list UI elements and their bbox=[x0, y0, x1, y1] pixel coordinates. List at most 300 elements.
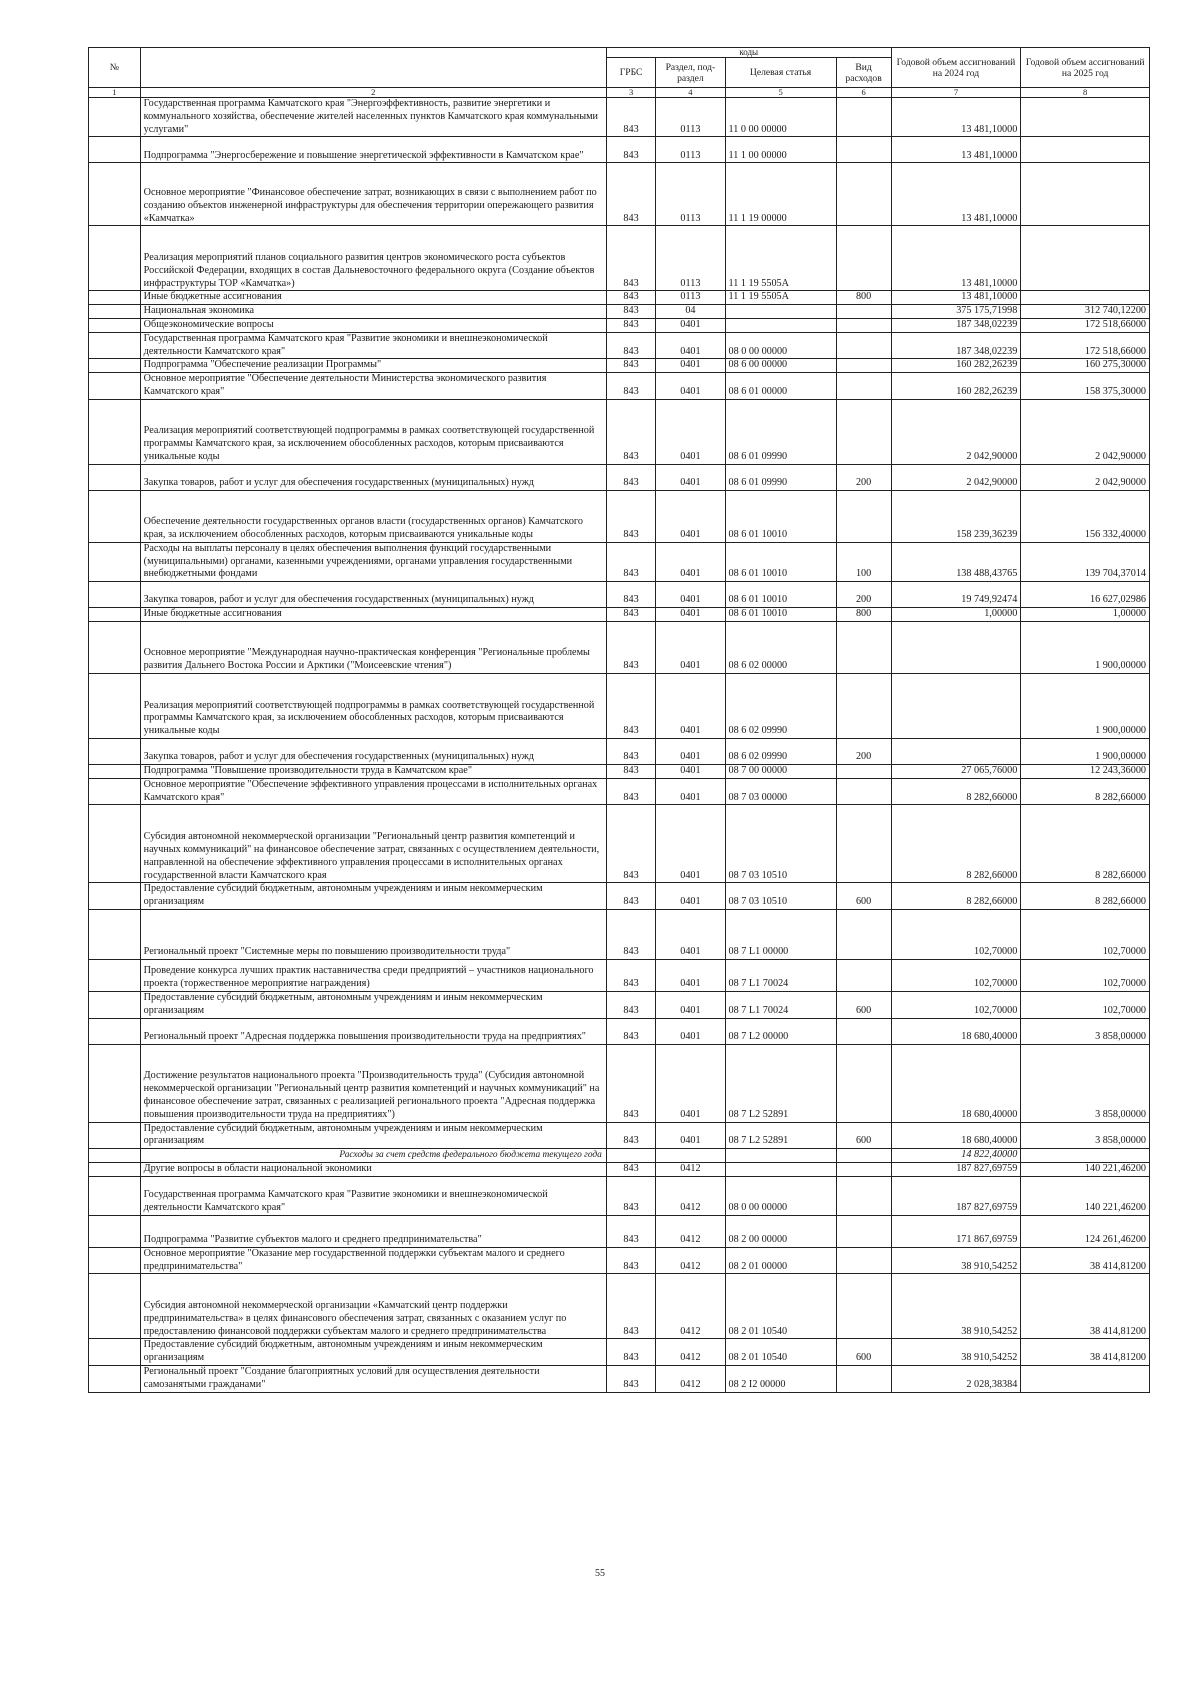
grbs-cell: 843 bbox=[606, 991, 655, 1018]
razdel-cell: 0401 bbox=[656, 778, 725, 805]
table-header bbox=[89, 48, 1150, 98]
sum-2025-cell: 8 282,66000 bbox=[1021, 778, 1150, 805]
expense-name-cell: Основное мероприятие "Оказание мер государственной поддержки субъектам малого и среднего предпринимательства" bbox=[140, 1247, 606, 1274]
expense-type-cell: 800 bbox=[836, 608, 891, 622]
row-number-cell bbox=[89, 1018, 141, 1044]
sum-2024-cell: 18 680,40000 bbox=[891, 1018, 1021, 1044]
table-row bbox=[89, 1215, 1150, 1247]
table-row bbox=[89, 1149, 1150, 1163]
razdel-cell: 0412 bbox=[656, 1365, 725, 1392]
table-row bbox=[89, 738, 1150, 764]
target-article-cell: 08 0 00 00000 bbox=[725, 332, 836, 359]
expense-name-cell: Региональный проект "Адресная поддержка повышения производительности труда на предприятиях" bbox=[140, 1018, 606, 1044]
expense-name-cell: Основное мероприятие "Обеспечение деятельности Министерства экономического развития Камчатского края" bbox=[140, 373, 606, 400]
table-row bbox=[89, 1044, 1150, 1122]
table-row bbox=[89, 621, 1150, 673]
expense-type-cell bbox=[836, 1274, 891, 1339]
sum-2025-cell: 172 518,66000 bbox=[1021, 318, 1150, 332]
expense-type-cell bbox=[836, 673, 891, 738]
column-numbers-row bbox=[89, 88, 1150, 98]
sum-2025-cell: 16 627,02986 bbox=[1021, 582, 1150, 608]
target-article-cell: 08 0 00 00000 bbox=[725, 1176, 836, 1215]
target-article-cell: 11 0 00 00000 bbox=[725, 98, 836, 137]
row-number-cell bbox=[89, 883, 141, 910]
razdel-cell bbox=[656, 1149, 725, 1163]
expense-type-cell bbox=[836, 1044, 891, 1122]
sum-2024-cell: 13 481,10000 bbox=[891, 291, 1021, 305]
expense-name-cell: Реализация мероприятий планов социального развития центров экономического роста субъектов Российской Федерации, входящих в состав Дальневосточного федерального округа (Создание объектов инфраструктуры ТОР «Камчатка») bbox=[140, 226, 606, 291]
target-article-cell: 11 1 19 5505А bbox=[725, 291, 836, 305]
expense-type-cell bbox=[836, 959, 891, 991]
row-number-cell bbox=[89, 582, 141, 608]
razdel-cell: 0401 bbox=[656, 542, 725, 581]
expense-type-cell bbox=[836, 490, 891, 542]
expense-name-cell: Предоставление субсидий бюджетным, автономным учреждениям и иным некоммерческим организациям bbox=[140, 1339, 606, 1366]
expense-type-cell bbox=[836, 909, 891, 959]
razdel-cell: 04 bbox=[656, 305, 725, 319]
sum-2025-cell: 38 414,81200 bbox=[1021, 1339, 1150, 1366]
expense-name-cell: Закупка товаров, работ и услуг для обеспечения государственных (муниципальных) нужд bbox=[140, 582, 606, 608]
target-article-cell: 08 7 03 00000 bbox=[725, 778, 836, 805]
table-row bbox=[89, 991, 1150, 1018]
razdel-cell: 0113 bbox=[656, 163, 725, 226]
column-number: 3 bbox=[606, 88, 655, 98]
sum-2024-cell: 102,70000 bbox=[891, 991, 1021, 1018]
sum-2024-cell: 375 175,71998 bbox=[891, 305, 1021, 319]
sum-2024-cell: 8 282,66000 bbox=[891, 778, 1021, 805]
expense-type-cell bbox=[836, 1162, 891, 1176]
target-article-cell: 08 7 00 00000 bbox=[725, 764, 836, 778]
sum-2025-cell: 12 243,36000 bbox=[1021, 764, 1150, 778]
sum-2024-cell: 1,00000 bbox=[891, 608, 1021, 622]
expense-name-cell: Закупка товаров, работ и услуг для обеспечения государственных (муниципальных) нужд bbox=[140, 464, 606, 490]
expense-name-cell: Государственная программа Камчатского края "Развитие экономики и внешнеэкономической деятельности Камчатского края" bbox=[140, 332, 606, 359]
grbs-cell: 843 bbox=[606, 673, 655, 738]
expense-name-cell: Основное мероприятие "Обеспечение эффективного управления процессами в исполнительных органах Камчатского края" bbox=[140, 778, 606, 805]
razdel-cell: 0412 bbox=[656, 1162, 725, 1176]
grbs-cell: 843 bbox=[606, 1339, 655, 1366]
sum-2024-cell: 13 481,10000 bbox=[891, 163, 1021, 226]
expense-name-cell: Обеспечение деятельности государственных органов власти (государственных органов) Камчатского края, за исключением обособленных расходов, которым присваиваются уникальные коды bbox=[140, 490, 606, 542]
razdel-cell: 0401 bbox=[656, 673, 725, 738]
sum-2025-cell: 8 282,66000 bbox=[1021, 805, 1150, 883]
sum-2024-cell: 18 680,40000 bbox=[891, 1122, 1021, 1149]
target-article-cell: 08 7 L2 00000 bbox=[725, 1018, 836, 1044]
grbs-cell: 843 bbox=[606, 1162, 655, 1176]
target-article-cell: 08 7 03 10510 bbox=[725, 805, 836, 883]
row-number-cell bbox=[89, 542, 141, 581]
sum-2024-cell: 102,70000 bbox=[891, 959, 1021, 991]
grbs-cell: 843 bbox=[606, 621, 655, 673]
razdel-cell: 0401 bbox=[656, 359, 725, 373]
budget-table bbox=[88, 47, 1150, 1393]
sum-2025-cell bbox=[1021, 1365, 1150, 1392]
expense-name-cell: Государственная программа Камчатского края "Развитие экономики и внешнеэкономической деятельности Камчатского края" bbox=[140, 1176, 606, 1215]
table-row bbox=[89, 163, 1150, 226]
grbs-cell: 843 bbox=[606, 1176, 655, 1215]
expense-name-cell: Региональный проект "Создание благоприятных условий для осуществления деятельности самозанятыми гражданами" bbox=[140, 1365, 606, 1392]
sum-2024-cell: 13 481,10000 bbox=[891, 226, 1021, 291]
expense-name-cell: Субсидия автономной некоммерческой организации "Региональный центр развития компетенций и научных коммуникаций" на финансовое обеспечение затрат, связанных с осуществлением деятельности, направленной на обеспечение эффективного управления процессами в исполнительных органах государственной власти Камчатского края bbox=[140, 805, 606, 883]
grbs-cell: 843 bbox=[606, 542, 655, 581]
sum-2025-cell: 172 518,66000 bbox=[1021, 332, 1150, 359]
razdel-cell: 0401 bbox=[656, 464, 725, 490]
target-article-cell: 08 7 L2 52891 bbox=[725, 1044, 836, 1122]
expense-type-cell bbox=[836, 764, 891, 778]
razdel-cell: 0401 bbox=[656, 490, 725, 542]
sum-2025-cell: 2 042,90000 bbox=[1021, 464, 1150, 490]
header-sum-2024: Годовой объем ассигнований на 2024 год bbox=[891, 48, 1021, 88]
sum-2024-cell: 13 481,10000 bbox=[891, 137, 1021, 163]
table-body bbox=[89, 98, 1150, 1393]
sum-2025-cell: 1 900,00000 bbox=[1021, 621, 1150, 673]
target-article-cell: 11 1 19 5505А bbox=[725, 226, 836, 291]
target-article-cell bbox=[725, 305, 836, 319]
expense-name-cell: Расходы на выплаты персоналу в целях обеспечения выполнения функций государственными (муниципальными) органами, казенными учреждениями, органами управления государственными внебюджетными фондами bbox=[140, 542, 606, 581]
table-row bbox=[89, 778, 1150, 805]
row-number-cell bbox=[89, 673, 141, 738]
expense-name-cell: Закупка товаров, работ и услуг для обеспечения государственных (муниципальных) нужд bbox=[140, 738, 606, 764]
sum-2025-cell bbox=[1021, 1149, 1150, 1163]
row-number-cell bbox=[89, 1044, 141, 1122]
table-row bbox=[89, 582, 1150, 608]
expense-type-cell bbox=[836, 226, 891, 291]
row-number-cell bbox=[89, 1122, 141, 1149]
header-name bbox=[140, 48, 606, 88]
razdel-cell: 0401 bbox=[656, 883, 725, 910]
razdel-cell: 0401 bbox=[656, 1044, 725, 1122]
row-number-cell bbox=[89, 291, 141, 305]
razdel-cell: 0113 bbox=[656, 98, 725, 137]
table-row bbox=[89, 1176, 1150, 1215]
expense-type-cell: 600 bbox=[836, 1122, 891, 1149]
column-number: 6 bbox=[836, 88, 891, 98]
sum-2025-cell: 38 414,81200 bbox=[1021, 1274, 1150, 1339]
row-number-cell bbox=[89, 226, 141, 291]
expense-name-cell: Предоставление субсидий бюджетным, автономным учреждениям и иным некоммерческим организациям bbox=[140, 991, 606, 1018]
grbs-cell: 843 bbox=[606, 291, 655, 305]
grbs-cell: 843 bbox=[606, 373, 655, 400]
table-row bbox=[89, 226, 1150, 291]
target-article-cell: 11 1 19 00000 bbox=[725, 163, 836, 226]
sum-2024-cell: 13 481,10000 bbox=[891, 98, 1021, 137]
expense-type-cell bbox=[836, 1018, 891, 1044]
sum-2025-cell: 158 375,30000 bbox=[1021, 373, 1150, 400]
razdel-cell: 0401 bbox=[656, 764, 725, 778]
header-target-article: Целевая статья bbox=[725, 58, 836, 88]
target-article-cell: 08 2 01 00000 bbox=[725, 1247, 836, 1274]
razdel-cell: 0401 bbox=[656, 1018, 725, 1044]
razdel-cell: 0401 bbox=[656, 991, 725, 1018]
row-number-cell bbox=[89, 1162, 141, 1176]
target-article-cell: 08 6 01 09990 bbox=[725, 399, 836, 464]
sum-2024-cell: 2 042,90000 bbox=[891, 399, 1021, 464]
expense-name-cell: Субсидия автономной некоммерческой организации «Камчатский центр поддержки предпринимательства» в целях финансового обеспечения затрат, связанных с оказанием услуг по предоставлению финансовой поддержки субъектам малого и среднего предпринимательства bbox=[140, 1274, 606, 1339]
razdel-cell: 0401 bbox=[656, 805, 725, 883]
row-number-cell bbox=[89, 621, 141, 673]
expense-type-cell bbox=[836, 137, 891, 163]
row-number-cell bbox=[89, 137, 141, 163]
razdel-cell: 0113 bbox=[656, 226, 725, 291]
table-row bbox=[89, 673, 1150, 738]
razdel-cell: 0401 bbox=[656, 621, 725, 673]
sum-2024-cell: 2 028,38384 bbox=[891, 1365, 1021, 1392]
sum-2025-cell: 102,70000 bbox=[1021, 959, 1150, 991]
target-article-cell: 08 6 01 10010 bbox=[725, 490, 836, 542]
sum-2025-cell: 102,70000 bbox=[1021, 991, 1150, 1018]
expense-type-cell: 200 bbox=[836, 582, 891, 608]
expense-name-cell: Иные бюджетные ассигнования bbox=[140, 291, 606, 305]
target-article-cell bbox=[725, 1162, 836, 1176]
column-number: 5 bbox=[725, 88, 836, 98]
row-number-cell bbox=[89, 1176, 141, 1215]
target-article-cell: 08 2 I2 00000 bbox=[725, 1365, 836, 1392]
table-row bbox=[89, 332, 1150, 359]
grbs-cell: 843 bbox=[606, 163, 655, 226]
budget-document bbox=[88, 47, 1150, 1393]
expense-name-cell: Основное мероприятие "Финансовое обеспечение затрат, возникающих в связи с выполнением работ по созданию объектов инженерной инфраструктуры для обеспечения территории опережающего развития «Камчатка» bbox=[140, 163, 606, 226]
target-article-cell: 08 6 01 09990 bbox=[725, 464, 836, 490]
grbs-cell: 843 bbox=[606, 1215, 655, 1247]
table-row bbox=[89, 608, 1150, 622]
target-article-cell: 08 6 02 09990 bbox=[725, 738, 836, 764]
table-row bbox=[89, 305, 1150, 319]
row-number-cell bbox=[89, 909, 141, 959]
razdel-cell: 0401 bbox=[656, 399, 725, 464]
table-row bbox=[89, 1018, 1150, 1044]
expense-type-cell: 100 bbox=[836, 542, 891, 581]
sum-2025-cell: 38 414,81200 bbox=[1021, 1247, 1150, 1274]
target-article-cell: 08 7 03 10510 bbox=[725, 883, 836, 910]
razdel-cell: 0412 bbox=[656, 1247, 725, 1274]
row-number-cell bbox=[89, 959, 141, 991]
table-row bbox=[89, 399, 1150, 464]
table-row bbox=[89, 1339, 1150, 1366]
sum-2025-cell: 1,00000 bbox=[1021, 608, 1150, 622]
sum-2024-cell: 187 827,69759 bbox=[891, 1162, 1021, 1176]
row-number-cell bbox=[89, 373, 141, 400]
target-article-cell: 08 2 01 10540 bbox=[725, 1274, 836, 1339]
expense-name-cell: Предоставление субсидий бюджетным, автономным учреждениям и иным некоммерческим организациям bbox=[140, 1122, 606, 1149]
sum-2025-cell: 2 042,90000 bbox=[1021, 399, 1150, 464]
razdel-cell: 0113 bbox=[656, 137, 725, 163]
target-article-cell: 11 1 00 00000 bbox=[725, 137, 836, 163]
sum-2025-cell bbox=[1021, 226, 1150, 291]
expense-type-cell bbox=[836, 621, 891, 673]
target-article-cell: 08 7 L2 52891 bbox=[725, 1122, 836, 1149]
sum-2025-cell: 1 900,00000 bbox=[1021, 673, 1150, 738]
header-razdel: Раздел, под-раздел bbox=[656, 58, 725, 88]
grbs-cell: 843 bbox=[606, 1018, 655, 1044]
sum-2024-cell: 187 348,02239 bbox=[891, 332, 1021, 359]
target-article-cell bbox=[725, 1149, 836, 1163]
row-number-cell bbox=[89, 1365, 141, 1392]
sum-2025-cell: 102,70000 bbox=[1021, 909, 1150, 959]
header-num: № bbox=[89, 48, 141, 88]
razdel-cell: 0401 bbox=[656, 1122, 725, 1149]
sum-2025-cell: 160 275,30000 bbox=[1021, 359, 1150, 373]
grbs-cell: 843 bbox=[606, 608, 655, 622]
expense-name-cell: Основное мероприятие "Международная научно-практическая конференция "Региональные проблемы развития Дальнего Востока России и Арктики ("Моисеевские чтения") bbox=[140, 621, 606, 673]
table-row bbox=[89, 464, 1150, 490]
grbs-cell: 843 bbox=[606, 883, 655, 910]
grbs-cell: 843 bbox=[606, 226, 655, 291]
razdel-cell: 0401 bbox=[656, 582, 725, 608]
target-article-cell bbox=[725, 318, 836, 332]
sum-2025-cell bbox=[1021, 137, 1150, 163]
sum-2025-cell: 3 858,00000 bbox=[1021, 1044, 1150, 1122]
sum-2025-cell: 140 221,46200 bbox=[1021, 1176, 1150, 1215]
expense-name-cell: Проведение конкурса лучших практик наставничества среди предприятий – участников национального проекта (торжественное мероприятие награждения) bbox=[140, 959, 606, 991]
row-number-cell bbox=[89, 764, 141, 778]
row-number-cell bbox=[89, 608, 141, 622]
grbs-cell: 843 bbox=[606, 1274, 655, 1339]
target-article-cell: 08 6 01 10010 bbox=[725, 608, 836, 622]
expense-type-cell bbox=[836, 1247, 891, 1274]
grbs-cell: 843 bbox=[606, 98, 655, 137]
razdel-cell: 0412 bbox=[656, 1339, 725, 1366]
column-number: 7 bbox=[891, 88, 1021, 98]
expense-type-cell bbox=[836, 98, 891, 137]
expense-type-cell: 200 bbox=[836, 464, 891, 490]
grbs-cell: 843 bbox=[606, 738, 655, 764]
target-article-cell: 08 6 02 00000 bbox=[725, 621, 836, 673]
header-codes: коды bbox=[606, 48, 891, 58]
table-row bbox=[89, 1247, 1150, 1274]
expense-type-cell bbox=[836, 1365, 891, 1392]
expense-type-cell bbox=[836, 305, 891, 319]
table-row bbox=[89, 1162, 1150, 1176]
table-row bbox=[89, 542, 1150, 581]
target-article-cell: 08 6 01 00000 bbox=[725, 373, 836, 400]
sum-2024-cell: 102,70000 bbox=[891, 909, 1021, 959]
sum-2024-cell: 160 282,26239 bbox=[891, 373, 1021, 400]
table-row bbox=[89, 359, 1150, 373]
row-number-cell bbox=[89, 464, 141, 490]
target-article-cell: 08 2 00 00000 bbox=[725, 1215, 836, 1247]
sum-2025-cell: 8 282,66000 bbox=[1021, 883, 1150, 910]
sum-2025-cell: 3 858,00000 bbox=[1021, 1122, 1150, 1149]
table-row bbox=[89, 805, 1150, 883]
expense-name-cell: Подпрограмма "Повышение производительности труда в Камчатском крае" bbox=[140, 764, 606, 778]
razdel-cell: 0401 bbox=[656, 318, 725, 332]
grbs-cell: 843 bbox=[606, 1044, 655, 1122]
row-number-cell bbox=[89, 1215, 141, 1247]
sum-2025-cell bbox=[1021, 163, 1150, 226]
table-row bbox=[89, 318, 1150, 332]
sum-2025-cell: 139 704,37014 bbox=[1021, 542, 1150, 581]
expense-name-cell: Иные бюджетные ассигнования bbox=[140, 608, 606, 622]
sum-2025-cell: 312 740,12200 bbox=[1021, 305, 1150, 319]
razdel-cell: 0401 bbox=[656, 373, 725, 400]
expense-name-cell: Региональный проект "Системные меры по повышению производительности труда" bbox=[140, 909, 606, 959]
grbs-cell: 843 bbox=[606, 959, 655, 991]
expense-type-cell: 600 bbox=[836, 991, 891, 1018]
table-row bbox=[89, 98, 1150, 137]
expense-name-cell: Расходы за счет средств федерального бюджета текущего года bbox=[140, 1149, 606, 1163]
sum-2024-cell: 38 910,54252 bbox=[891, 1247, 1021, 1274]
grbs-cell: 843 bbox=[606, 582, 655, 608]
table-row bbox=[89, 909, 1150, 959]
expense-type-cell bbox=[836, 359, 891, 373]
expense-type-cell bbox=[836, 332, 891, 359]
grbs-cell: 843 bbox=[606, 137, 655, 163]
expense-name-cell: Реализация мероприятий соответствующей подпрограммы в рамках соответствующей государственной программы Камчатского края, за исключением обособленных расходов, которым присваиваются уникальные коды bbox=[140, 399, 606, 464]
row-number-cell bbox=[89, 1247, 141, 1274]
column-number: 1 bbox=[89, 88, 141, 98]
razdel-cell: 0401 bbox=[656, 959, 725, 991]
sum-2024-cell: 160 282,26239 bbox=[891, 359, 1021, 373]
sum-2024-cell: 171 867,69759 bbox=[891, 1215, 1021, 1247]
row-number-cell bbox=[89, 1339, 141, 1366]
grbs-cell: 843 bbox=[606, 1365, 655, 1392]
grbs-cell: 843 bbox=[606, 1122, 655, 1149]
sum-2024-cell: 2 042,90000 bbox=[891, 464, 1021, 490]
sum-2024-cell: 18 680,40000 bbox=[891, 1044, 1021, 1122]
expense-type-cell bbox=[836, 1176, 891, 1215]
grbs-cell: 843 bbox=[606, 332, 655, 359]
target-article-cell: 08 7 L1 00000 bbox=[725, 909, 836, 959]
sum-2024-cell bbox=[891, 673, 1021, 738]
grbs-cell: 843 bbox=[606, 909, 655, 959]
row-number-cell bbox=[89, 359, 141, 373]
table-row bbox=[89, 764, 1150, 778]
sum-2024-cell: 8 282,66000 bbox=[891, 805, 1021, 883]
table-row bbox=[89, 1365, 1150, 1392]
row-number-cell bbox=[89, 332, 141, 359]
sum-2024-cell: 27 065,76000 bbox=[891, 764, 1021, 778]
grbs-cell bbox=[606, 1149, 655, 1163]
expense-type-cell bbox=[836, 318, 891, 332]
expense-type-cell bbox=[836, 1215, 891, 1247]
target-article-cell: 08 6 00 00000 bbox=[725, 359, 836, 373]
expense-name-cell: Подпрограмма "Обеспечение реализации Программы" bbox=[140, 359, 606, 373]
expense-name-cell: Подпрограмма "Энергосбережение и повышение энергетической эффективности в Камчатском крае" bbox=[140, 137, 606, 163]
row-number-cell bbox=[89, 163, 141, 226]
row-number-cell bbox=[89, 318, 141, 332]
table-row bbox=[89, 490, 1150, 542]
sum-2025-cell: 140 221,46200 bbox=[1021, 1162, 1150, 1176]
expense-type-cell bbox=[836, 805, 891, 883]
expense-name-cell: Общеэкономические вопросы bbox=[140, 318, 606, 332]
target-article-cell: 08 7 L1 70024 bbox=[725, 991, 836, 1018]
expense-name-cell: Реализация мероприятий соответствующей подпрограммы в рамках соответствующей государственной программы Камчатского края, за исключением обособленных расходов, которым присваиваются уникальные коды bbox=[140, 673, 606, 738]
sum-2024-cell: 8 282,66000 bbox=[891, 883, 1021, 910]
grbs-cell: 843 bbox=[606, 464, 655, 490]
row-number-cell bbox=[89, 399, 141, 464]
sum-2025-cell: 124 261,46200 bbox=[1021, 1215, 1150, 1247]
row-number-cell bbox=[89, 991, 141, 1018]
table-row bbox=[89, 959, 1150, 991]
grbs-cell: 843 bbox=[606, 778, 655, 805]
target-article-cell: 08 7 L1 70024 bbox=[725, 959, 836, 991]
razdel-cell: 0412 bbox=[656, 1274, 725, 1339]
razdel-cell: 0412 bbox=[656, 1176, 725, 1215]
expense-name-cell: Предоставление субсидий бюджетным, автономным учреждениям и иным некоммерческим организациям bbox=[140, 883, 606, 910]
expense-type-cell bbox=[836, 778, 891, 805]
target-article-cell: 08 6 01 10010 bbox=[725, 582, 836, 608]
razdel-cell: 0401 bbox=[656, 738, 725, 764]
table-row bbox=[89, 883, 1150, 910]
sum-2024-cell bbox=[891, 621, 1021, 673]
table-row bbox=[89, 137, 1150, 163]
column-number: 8 bbox=[1021, 88, 1150, 98]
grbs-cell: 843 bbox=[606, 764, 655, 778]
target-article-cell: 08 6 01 10010 bbox=[725, 542, 836, 581]
expense-type-cell bbox=[836, 163, 891, 226]
header-expense-type: Вид расходов bbox=[836, 58, 891, 88]
expense-name-cell: Другие вопросы в области национальной экономики bbox=[140, 1162, 606, 1176]
